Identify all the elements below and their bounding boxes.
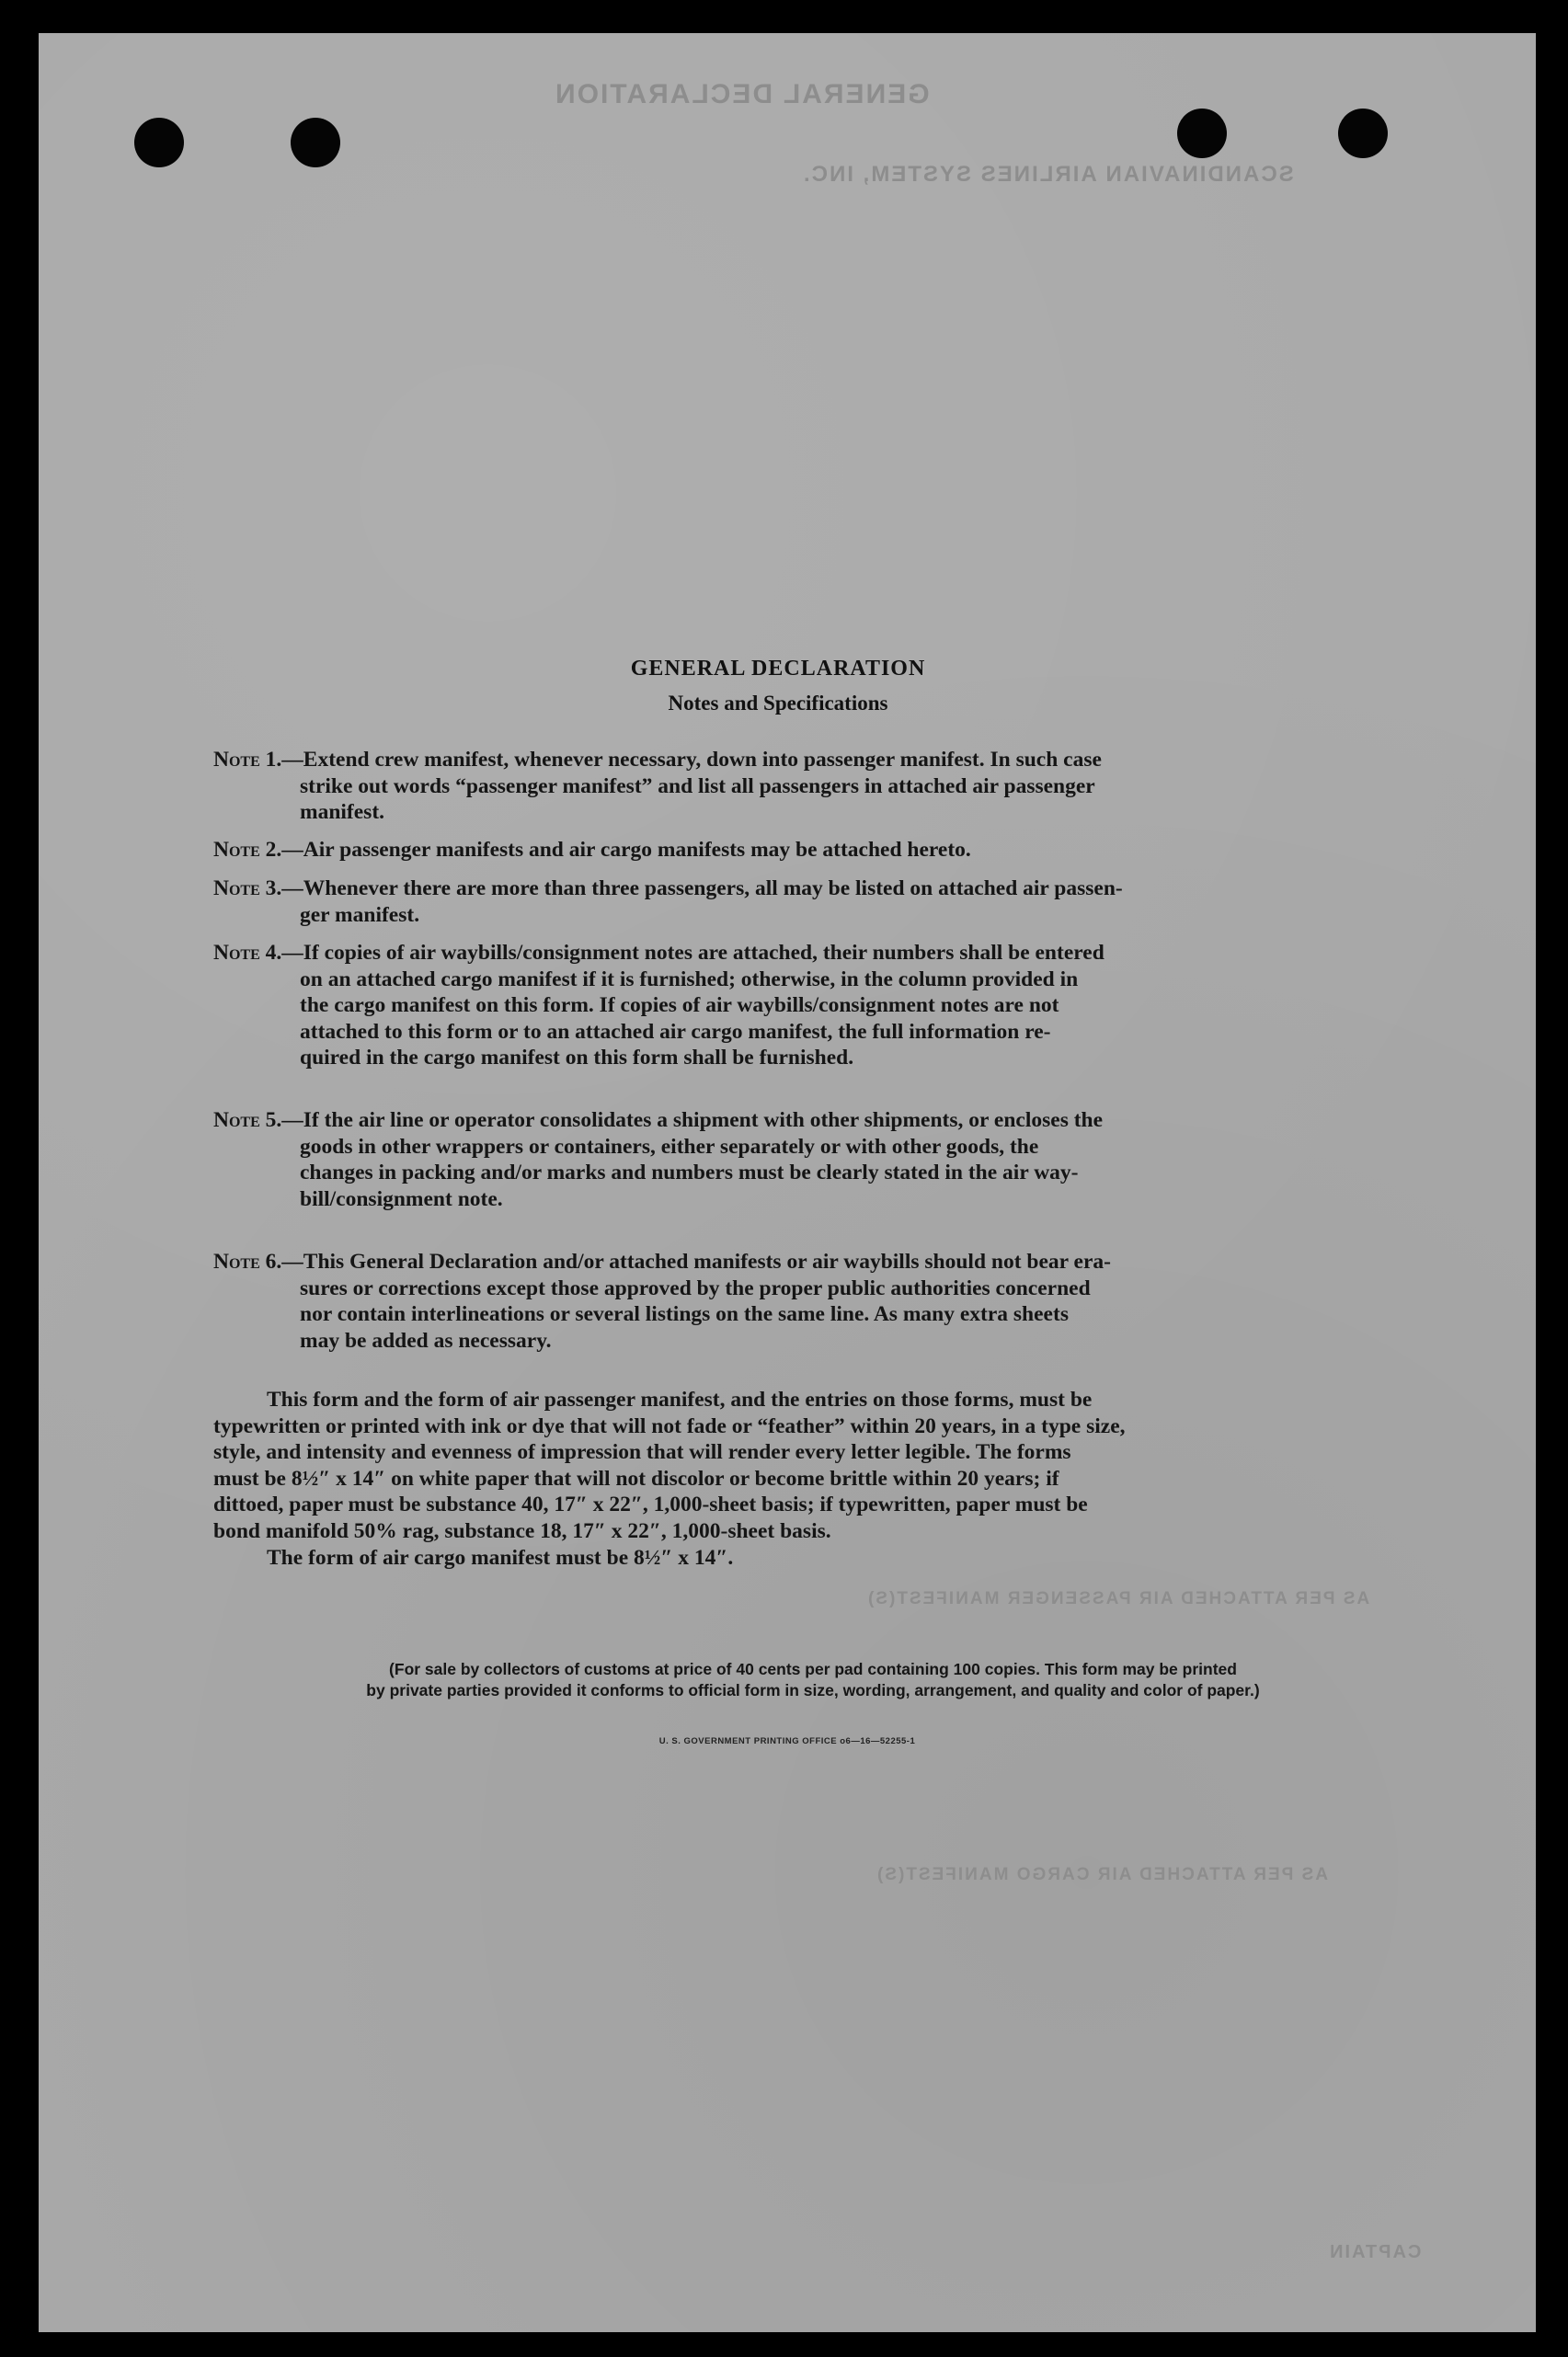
ghost-captain: CAPTAIN	[1328, 2242, 1422, 2262]
sale-notice	[213, 1659, 1413, 1701]
sale-notice-line-1: (For sale by collectors of customs at price of 40 cents per pad containing 100 copies. This form may be printed	[389, 1660, 1237, 1678]
note-6-label: Note 6.	[213, 1250, 282, 1274]
form-spec-line-6: bond manifold 50% rag, substance 18, 17″ x 22″, 1,000-sheet basis.	[213, 1518, 831, 1543]
note-1-line-3: manifest.	[300, 800, 385, 824]
ghost-pax-manifest: AS PER ATTACHED AIR PASSENGER MANIFEST(S)	[866, 1589, 1370, 1608]
form-spec-line-1: This form and the form of air passenger manifest, and the entries on those forms, must be	[267, 1388, 1093, 1412]
note-5	[213, 1107, 1411, 1212]
printer-imprint: U. S. GOVERNMENT PRINTING OFFICE o6—16—52255-1	[658, 1736, 916, 1746]
note-5-line-2: goods in other wrappers or containers, either separately or with other goods, the	[300, 1134, 1039, 1159]
note-6-line-3: nor contain interlineations or several listings on the same line. As many extra sheets	[300, 1302, 1069, 1326]
note-4-line-5: quired in the cargo manifest on this form shall be furnished.	[300, 1046, 854, 1070]
note-2	[213, 837, 1411, 864]
note-6-line-4: may be added as necessary.	[300, 1328, 552, 1353]
note-2-text-1: —Air passenger manifests and air cargo manifests may be attached hereto.	[281, 838, 971, 862]
form-spec-line-2: typewritten or printed with ink or dye that will not fade or “feather” within 20 years, in a type size,	[213, 1413, 1126, 1438]
note-4-line-4: attached to this form or to an attached air cargo manifest, the full information re-	[300, 1019, 1051, 1044]
document-sheet	[39, 33, 1536, 2332]
ghost-cargo-manifest: AS PER ATTACHED AIR CARGO MANIFEST(S)	[876, 1865, 1328, 1884]
ghost-title: GENERAL DECLARATION	[554, 79, 930, 109]
note-1-line-2: strike out words “passenger manifest” and list all passengers in attached air passenger	[300, 773, 1095, 798]
form-spec-paragraph	[213, 1387, 1411, 1571]
note-3-label: Note 3.	[213, 876, 282, 900]
note-6-text-1: —This General Declaration and/or attached manifests or air waybills should not bear era-	[281, 1250, 1111, 1274]
note-3-line-2: ger manifest.	[300, 902, 420, 927]
note-6-line-2: sures or corrections except those approved by the proper public authorities concerned	[300, 1276, 1091, 1300]
note-4-line-1	[213, 940, 1411, 967]
note-5-line-4: bill/consignment note.	[300, 1186, 503, 1211]
note-2-label: Note 2.	[213, 838, 282, 862]
note-4-label: Note 4.	[213, 941, 282, 965]
form-spec-line-7: The form of air cargo manifest must be 8½″ x 14″.	[267, 1545, 734, 1570]
ghost-company: SCANDINAVIAN AIRLINES SYSTEM, INC.	[802, 162, 1294, 187]
note-3	[213, 875, 1411, 928]
form-spec-line-5: dittoed, paper must be substance 40, 17″ x 22″, 1,000-sheet basis; if typewritten, paper must be	[213, 1493, 1088, 1517]
note-2-line-1	[213, 837, 1411, 864]
form-spec-line-3: style, and intensity and evenness of impression that will render every letter legible. The forms	[213, 1440, 1071, 1465]
notes-content	[39, 33, 1536, 2332]
note-5-line-1	[213, 1107, 1411, 1134]
note-1-label: Note 1.	[213, 748, 282, 772]
note-6	[213, 1249, 1411, 1354]
note-4	[213, 940, 1411, 1071]
note-1	[213, 747, 1411, 826]
note-5-line-3: changes in packing and/or marks and numbers must be clearly stated in the air way-	[300, 1161, 1079, 1184]
note-5-label: Note 5.	[213, 1108, 282, 1132]
sale-notice-line-2: by private parties provided it conforms to official form in size, wording, arrangement, and quality and color of paper.)	[366, 1681, 1260, 1699]
note-1-line-1	[213, 747, 1411, 773]
note-3-line-1	[213, 875, 1411, 902]
note-4-line-2: on an attached cargo manifest if it is furnished; otherwise, in the column provided in	[300, 967, 1079, 991]
note-4-text-1: —If copies of air waybills/consignment notes are attached, their numbers shall be entered	[281, 941, 1104, 965]
form-spec-line-4: must be 8½″ x 14″ on white paper that will not discolor or become brittle within 20 years; if	[213, 1466, 1059, 1491]
page-title: GENERAL DECLARATION	[630, 657, 926, 681]
page-subtitle: Notes and Specifications	[668, 692, 888, 715]
note-6-line-1	[213, 1249, 1411, 1276]
note-3-text-1: —Whenever there are more than three passengers, all may be listed on attached air passen-	[281, 876, 1123, 900]
note-5-text-1: —If the air line or operator consolidates a shipment with other shipments, or encloses the	[281, 1108, 1104, 1132]
note-1-text-1: —Extend crew manifest, whenever necessary, down into passenger manifest. In such case	[281, 748, 1102, 772]
note-4-line-3: the cargo manifest on this form. If copies of air waybills/consignment notes are not	[300, 993, 1059, 1017]
